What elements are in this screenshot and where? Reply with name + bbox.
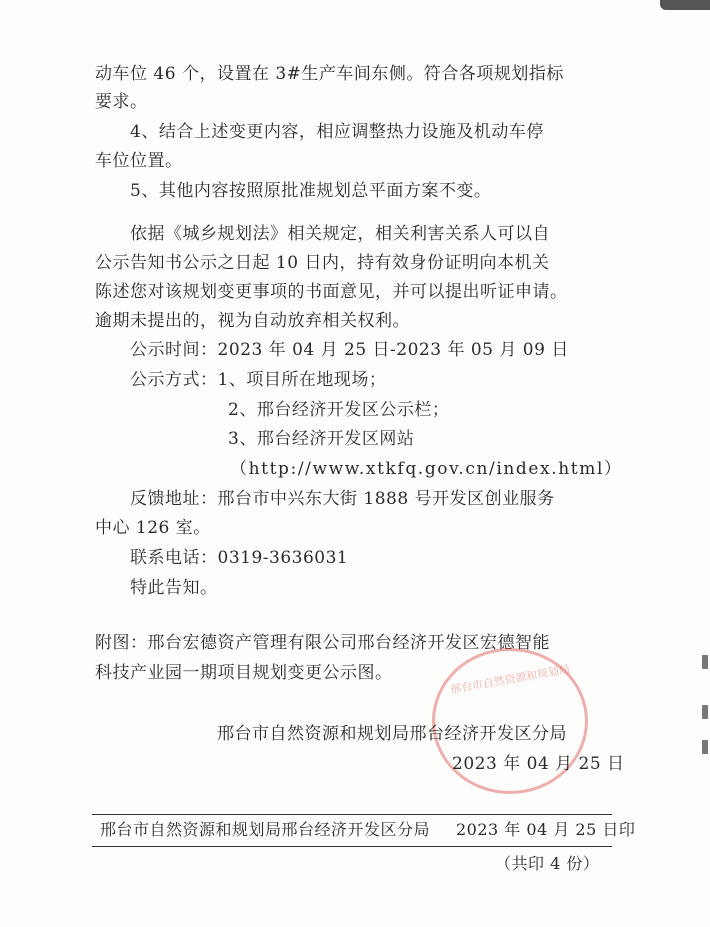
feedback-address-cont: 中心 126 室。 — [95, 518, 211, 538]
footer-top-rule — [92, 814, 612, 815]
notice-method — [130, 368, 386, 392]
scan-speck — [702, 655, 708, 669]
body-line: 要求。 — [95, 92, 148, 112]
seal-text: 邢台市自然资源和规划局 — [449, 662, 571, 697]
scan-speck — [702, 705, 708, 719]
notice-website-link[interactable]: （http://www.xtkfq.gov.cn/index.html） — [230, 459, 623, 479]
body-line: 陈述您对该规划变更事项的书面意见，并可以提出听证申请。 — [95, 282, 568, 302]
feedback-label: 反馈地址： — [130, 489, 218, 509]
scan-speck — [702, 740, 708, 754]
body-line: 逾期未提出的，视为自动放弃相关权利。 — [95, 311, 410, 331]
signature-org: 邢台市自然资源和规划局邢台经济开发区分局 — [217, 724, 567, 744]
phone-value: 0319-3636031 — [217, 548, 349, 568]
notice-time-label: 公示时间： — [130, 340, 218, 360]
phone-label: 联系电话： — [130, 548, 218, 568]
footer-org: 邢台市自然资源和规划局邢台经济开发区分局 — [100, 820, 431, 839]
body-line: 车位位置。 — [95, 151, 183, 171]
notice-time — [130, 338, 569, 362]
notice-method-2: 2、邢台经济开发区公示栏； — [228, 400, 450, 420]
body-line: 动车位 46 个，设置在 3#生产车间东侧。符合各项规划指标 — [95, 64, 564, 84]
feedback-value: 邢台市中兴东大街 1888 号开发区创业服务 — [217, 489, 555, 509]
signature-date: 2023 年 04 月 25 日 — [452, 754, 625, 774]
footer-bottom-rule — [92, 846, 612, 847]
contact-phone — [130, 546, 348, 570]
body-line: 4、结合上述变更内容，相应调整热力设施及机动车停 — [130, 122, 544, 142]
feedback-address — [130, 487, 555, 511]
attachment-line-1: 附图：邢台宏德资产管理有限公司邢台经济开发区宏德智能 — [95, 633, 550, 653]
body-line: 5、其他内容按照原批准规划总平面方案不变。 — [130, 181, 492, 201]
body-line: 依据《城乡规划法》相关规定，相关利害关系人可以自 — [130, 224, 550, 244]
attachment-line-2: 科技产业园一期项目规划变更公示图。 — [95, 663, 393, 683]
notice-time-value: 2023 年 04 月 25 日-2023 年 05 月 09 日 — [217, 340, 569, 360]
closing-text: 特此告知。 — [130, 578, 218, 598]
footer-copies: （共印 4 份） — [495, 854, 600, 873]
footer-date: 2023 年 04 月 25 日印 — [456, 820, 636, 839]
body-line: 公示告知书公示之日起 10 日内，持有效身份证明向本机关 — [95, 253, 550, 273]
scan-edge-mark — [660, 0, 710, 10]
notice-method-3: 3、邢台经济开发区网站 — [228, 429, 415, 449]
notice-method-label: 公示方式： — [130, 370, 218, 390]
notice-method-1: 1、项目所在地现场； — [217, 370, 387, 390]
